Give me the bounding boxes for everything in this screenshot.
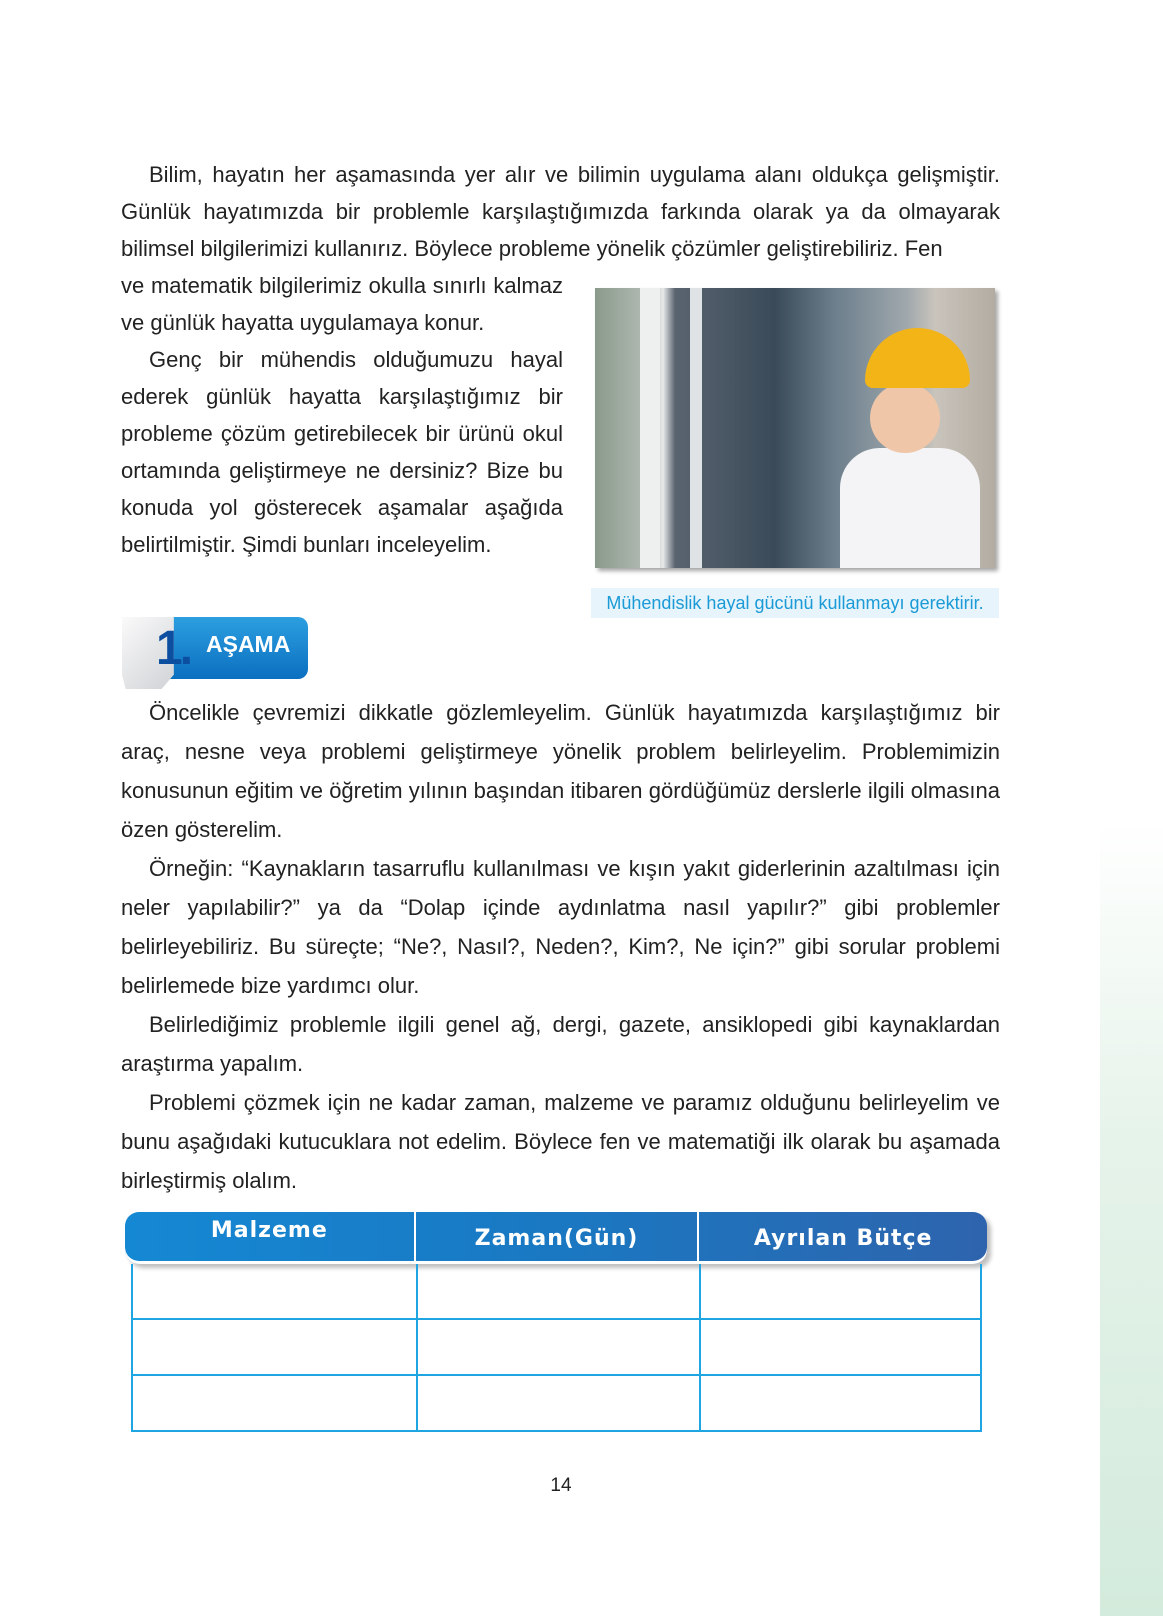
- page-number: 14: [550, 1475, 572, 1496]
- table-header: [125, 1212, 987, 1264]
- stage-number: 1.: [156, 622, 191, 675]
- hard-hat-icon: [865, 328, 970, 388]
- header-budget: Ayrılan Bütçe: [697, 1212, 987, 1264]
- time-cell[interactable]: [416, 1264, 698, 1318]
- boy-shirt: [840, 448, 980, 568]
- intro-narrow-column: [121, 267, 563, 563]
- intro-paragraph: [121, 156, 1000, 267]
- budget-cell[interactable]: [699, 1376, 980, 1430]
- material-cell[interactable]: [133, 1376, 416, 1430]
- stage-label: AŞAMA: [206, 631, 291, 657]
- intro-text: Bilim, hayatın her aşamasında yer alır ve bilimin uygulama alanı oldukça gelişmiştir. Günlük hayatımızda bir problemle karşılaştığımızda farkında olarak ya da olmayarak bilimsel bilgilerimizi kullanırız. Böylece probleme yönelik çözümler geliştirebiliriz. Fen: [121, 162, 1000, 261]
- boy-with-helmet-photo: [595, 288, 995, 568]
- budget-cell[interactable]: [699, 1264, 980, 1318]
- time-cell[interactable]: [416, 1320, 698, 1374]
- table-body: [131, 1264, 982, 1432]
- photo-caption: Mühendislik hayal gücünü kullanmayı gerektirir.: [591, 588, 999, 618]
- body-paragraph: Örneğin: “Kaynakların tasarruflu kullanılması ve kışın yakıt giderlerinin azaltılması için neler yapılabilir?” ya da “Dolap içinde aydınlatma nasıl yapılır?” gibi problemler belirleyebiliriz. Bu süreçte; “Ne?, Nasıl?, Neden?, Kim?, Ne için?” gibi sorular problemi belirlemede bize yardımcı olur.: [121, 856, 1000, 998]
- header-time: Zaman(Gün): [414, 1212, 698, 1264]
- budget-cell[interactable]: [699, 1320, 980, 1374]
- window-frame: [690, 288, 702, 568]
- table-row: [133, 1264, 980, 1320]
- stage-body: [121, 693, 1000, 1200]
- body-paragraph: Problemi çözmek için ne kadar zaman, malzeme ve paramız olduğunu belirleyelim ve bunu aşağıdaki kutucuklara not edelim. Böylece fen ve matematiği ilk olarak bu aşamada birleştirmiş olalım.: [121, 1090, 1000, 1193]
- body-paragraph: Belirlediğimiz problemle ilgili genel ağ, dergi, gazete, ansiklopedi gibi kaynaklardan araştırma yapalım.: [121, 1012, 1000, 1076]
- table-row: [133, 1320, 980, 1376]
- material-cell[interactable]: [133, 1320, 416, 1374]
- intro-text-continued: ve matematik bilgilerimiz okulla sınırlı kalmaz ve günlük hayatta uygulamaya konur.: [121, 273, 563, 335]
- boy-face: [870, 383, 940, 453]
- body-paragraph: Öncelikle çevremizi dikkatle gözlemleyelim. Günlük hayatımızda karşılaştığımız bir araç, nesne veya problemi geliştirmeye yönelik problem belirleyelim. Problemimizin konusunun eğitim ve öğretim yılının başından itibaren gördüğümüz derslerle ilgili olmasına özen gösterelim.: [121, 700, 1000, 842]
- engineer-paragraph: Genç bir mühendis olduğumuzu hayal ederek günlük hayatta karşılaştığımız bir probleme çözüm getirebilecek bir ürünü okul ortamında geliştirmeye ne dersiniz? Bize bu konuda yol gösterecek aşamalar aşağıda belirtilmiştir. Şimdi bunları inceleyelim.: [121, 347, 563, 557]
- time-cell[interactable]: [416, 1376, 698, 1430]
- header-material: Malzeme: [210, 1218, 328, 1243]
- material-cell[interactable]: [133, 1264, 416, 1318]
- stage-badge: [122, 617, 308, 689]
- table-row: [133, 1376, 980, 1430]
- window-frame: [640, 288, 660, 568]
